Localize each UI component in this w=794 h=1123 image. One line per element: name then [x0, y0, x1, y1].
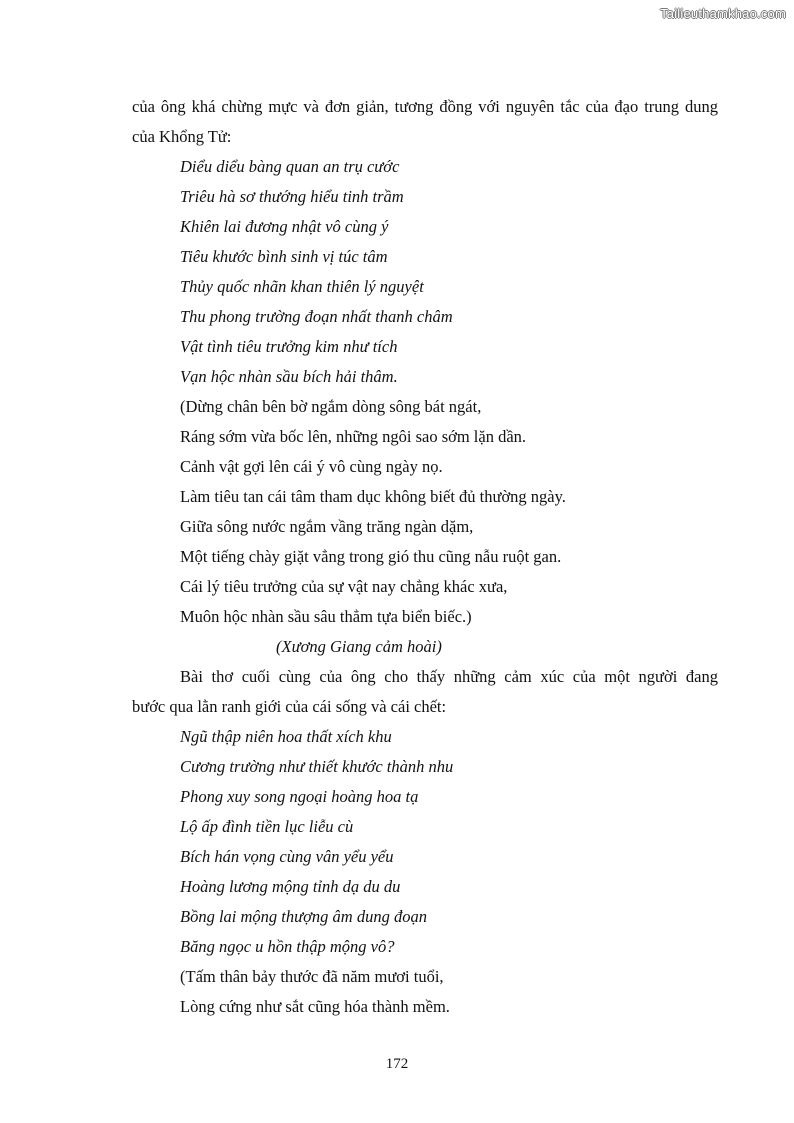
- poem-translation-1: [132, 392, 718, 632]
- translation-line: Làm tiêu tan cái tâm tham dục không biết đủ thường ngày.: [180, 487, 566, 506]
- poem-line: Tiêu khước bình sinh vị túc tâm: [180, 247, 388, 266]
- poem-original-2: [132, 722, 718, 962]
- poem-line: Phong xuy song ngoại hoàng hoa tạ: [180, 787, 419, 806]
- poem-line: Bích hán vọng cùng vân yểu yểu: [180, 847, 394, 866]
- poem-line: Thu phong trường đoạn nhất thanh châm: [180, 307, 453, 326]
- poem-line: Cương trường như thiết khước thành nhu: [180, 757, 454, 776]
- poem-line: Khiên lai đương nhật vô cùng ý: [180, 217, 389, 236]
- translation-line: (Dừng chân bên bờ ngắm dòng sông bát ngát,: [180, 397, 482, 416]
- translation-line: Cảnh vật gợi lên cái ý vô cùng ngày nọ.: [180, 457, 443, 476]
- translation-line: Một tiếng chày giặt vẳng trong gió thu cũng nẫu ruột gan.: [180, 547, 562, 566]
- poem-source: (Xương Giang cảm hoài): [276, 637, 442, 656]
- poem-translation-2: [132, 962, 718, 1022]
- poem-line: Triêu hà sơ thướng hiểu tinh trầm: [180, 187, 404, 206]
- poem-line: Hoàng lương mộng tỉnh dạ du du: [180, 877, 401, 896]
- paragraph-line: Bài thơ cuối cùng của ông cho thấy những cảm xúc của một người đang: [180, 667, 718, 686]
- poem-line: Ngũ thập niên hoa thất xích khu: [180, 727, 392, 746]
- translation-line: (Tấm thân bảy thước đã năm mươi tuổi,: [180, 967, 444, 986]
- translation-line: Lòng cứng như sắt cũng hóa thành mềm.: [180, 997, 450, 1016]
- translation-line: Cái lý tiêu trưởng của sự vật nay chẳng khác xưa,: [180, 577, 508, 596]
- page-body: [132, 92, 718, 1022]
- intro-line: của ông khá chừng mực và đơn giản, tương đồng với nguyên tắc của đạo trung dung: [132, 97, 718, 116]
- poem-line: Thủy quốc nhãn khan thiên lý nguyệt: [180, 277, 424, 296]
- watermark: Tailieuthamkhao.com: [660, 6, 786, 21]
- poem-line: Diểu diểu bàng quan an trụ cước: [180, 157, 400, 176]
- poem-original-1: [132, 152, 718, 392]
- intro-line: của Khổng Tử:: [132, 127, 232, 146]
- translation-line: Ráng sớm vừa bốc lên, những ngôi sao sớm lặn dần.: [180, 427, 527, 446]
- translation-line: Giữa sông nước ngắm vầng trăng ngàn dặm,: [180, 517, 474, 536]
- paragraph-line: bước qua lằn ranh giới của cái sống và cái chết:: [132, 697, 447, 716]
- poem-line: Vạn hộc nhàn sầu bích hải thâm.: [180, 367, 398, 386]
- poem-line: Bồng lai mộng thượng âm dung đoạn: [180, 907, 427, 926]
- poem-line: Vật tình tiêu trưởng kim như tích: [180, 337, 398, 356]
- page-number: 172: [385, 1056, 409, 1072]
- poem-line: Băng ngọc u hồn thập mộng vô?: [180, 937, 395, 956]
- poem-line: Lộ ấp đình tiền lục liễu cù: [180, 817, 354, 836]
- translation-line: Muôn hộc nhàn sầu sâu thẳm tựa biển biếc.): [180, 607, 472, 626]
